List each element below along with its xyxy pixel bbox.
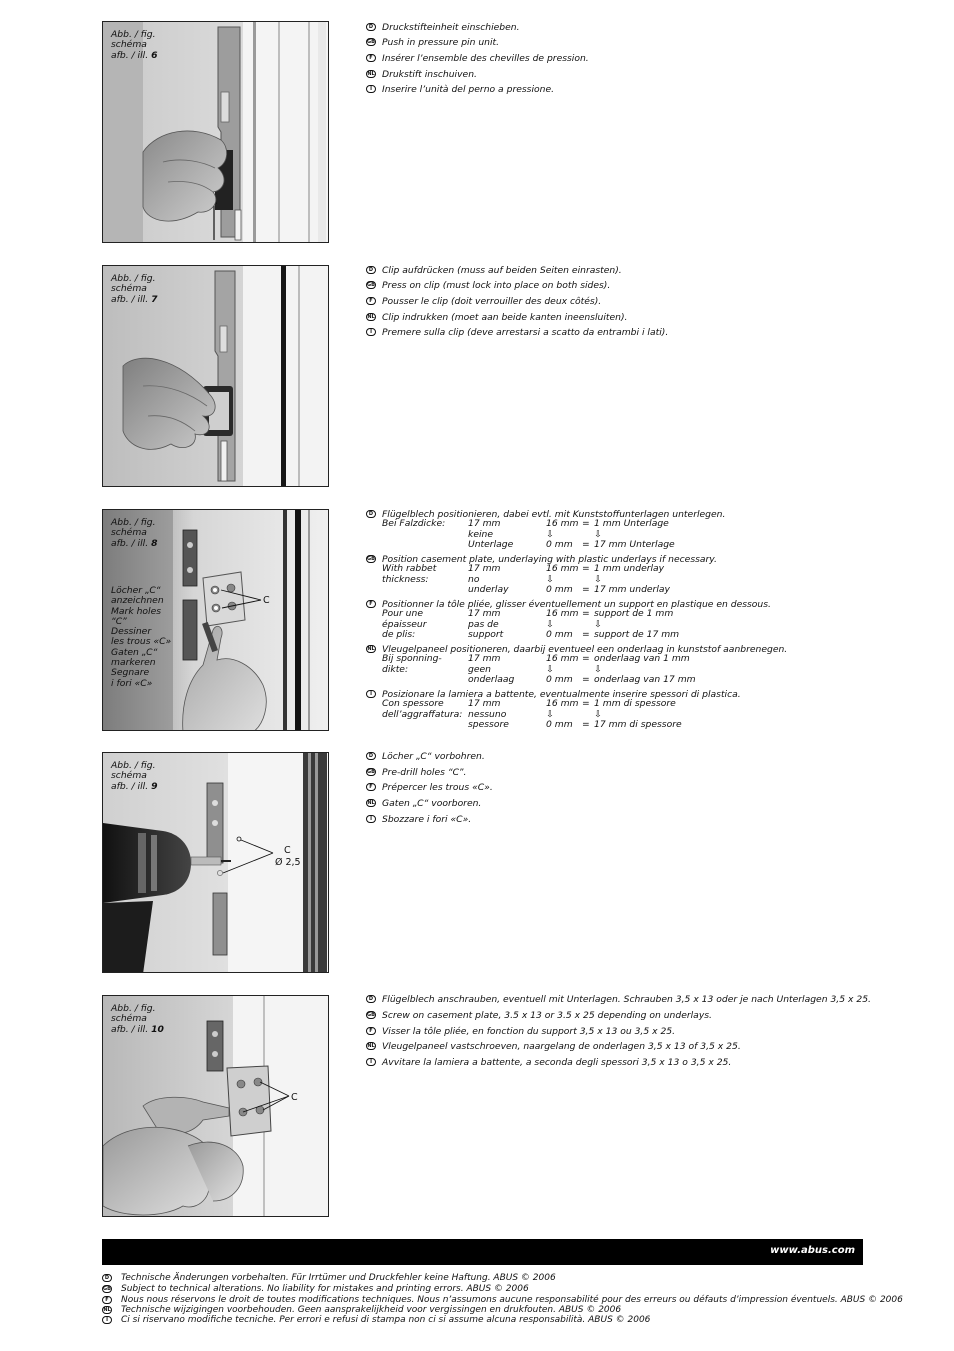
table-cell: support de 1 mm bbox=[594, 608, 674, 619]
instruction-text: Positionner la tôle pliée, glisser éventuellement un support en plastique en dessous. bbox=[382, 599, 771, 610]
table-cell: 17 mm Unterlage bbox=[594, 539, 675, 550]
table-cell: 0 mm bbox=[546, 629, 573, 640]
lang-badge-fr: F bbox=[366, 54, 376, 62]
table-cell: 16 mm bbox=[546, 653, 579, 664]
table-cell: support de 17 mm bbox=[594, 629, 680, 640]
note-line: Gaten „C“ bbox=[111, 646, 158, 658]
figure-number: 6 bbox=[151, 49, 158, 61]
instruction-text: Löcher „C“ vorbohren. bbox=[382, 751, 485, 762]
lang-badge-it: I bbox=[366, 85, 376, 93]
instruction-text: Flügelblech positionieren, dabei evtl. mit Kunststoffunterlagen unterlegen. bbox=[382, 509, 726, 520]
lang-badge-it: I bbox=[102, 1316, 112, 1324]
table-cell: underlay bbox=[468, 584, 509, 595]
legal-text: Technische wijzigingen voorbehouden. Geen aansprakelijkheid voor vergissingen en drukfouten. ABUS © 2006 bbox=[121, 1305, 622, 1315]
table-label: Bij sponning- bbox=[382, 653, 442, 664]
instruction-text: Vleugelpaneel positioneren, daarbij eventueel een onderlaag in kunststof aanbrenegen. bbox=[382, 644, 788, 655]
table-cell: 0 mm bbox=[546, 539, 573, 550]
instruction-text: Posizionare la lamiera a battente, eventualmente inserire spessori di plastica. bbox=[382, 689, 741, 700]
instruction-text: Druckstifteinheit einschieben. bbox=[382, 22, 520, 33]
instruction-text: Position casement plate, underlaying with plastic underlays if necessary. bbox=[382, 554, 717, 565]
table-label: thickness: bbox=[382, 573, 429, 585]
table-label: dell’aggraffatura: bbox=[382, 708, 463, 720]
figure-label-line1: Abb. / fig. bbox=[111, 1003, 156, 1014]
figure-10-caption bbox=[111, 1004, 164, 1035]
figure-label-line2: schéma bbox=[111, 39, 147, 51]
figure-8-caption bbox=[111, 518, 157, 549]
table-cell: ⇩ bbox=[594, 663, 602, 675]
table-cell: 0 mm bbox=[546, 719, 573, 730]
table-cell: = bbox=[582, 629, 590, 640]
table-cell: = bbox=[582, 608, 590, 619]
table-cell: onderlaag bbox=[468, 674, 515, 685]
instruction-text: Clip indrukken (moet aan beide kanten ineensluiten). bbox=[382, 312, 628, 323]
table-cell: 0 mm bbox=[546, 674, 573, 685]
lang-badge-de: D bbox=[366, 752, 376, 760]
note-line: “C” bbox=[111, 615, 127, 627]
table-cell: nessuno bbox=[468, 708, 507, 720]
table-cell: Unterlage bbox=[468, 539, 514, 550]
table-cell: ⇩ bbox=[546, 573, 554, 585]
lang-badge-it: I bbox=[366, 815, 376, 823]
note-line: Löcher „C“ bbox=[111, 585, 161, 596]
figure-label-line2: schéma bbox=[111, 770, 147, 782]
instruction-text: Gaten „C“ voorboren. bbox=[382, 798, 482, 809]
lang-badge-nl: NL bbox=[367, 71, 375, 77]
callout-c: C bbox=[284, 845, 291, 856]
table-cell: 16 mm bbox=[546, 563, 579, 574]
lang-badge-fr: F bbox=[366, 783, 376, 791]
figure-9-caption bbox=[111, 761, 157, 792]
lang-badge-nl: NL bbox=[367, 646, 375, 652]
footer-bar bbox=[102, 1239, 863, 1265]
figure-label-line3: afb. / ill. bbox=[111, 780, 149, 792]
figure-label-line2: schéma bbox=[111, 1013, 147, 1025]
table-cell: 16 mm bbox=[546, 518, 579, 529]
table-label: dikte: bbox=[382, 663, 409, 675]
lang-badge-de: D bbox=[366, 995, 376, 1003]
table-cell: ⇩ bbox=[594, 573, 602, 585]
instruction-text: Drukstift inschuiven. bbox=[382, 69, 477, 80]
table-cell: ⇩ bbox=[546, 618, 554, 630]
instruction-text: Clip aufdrücken (muss auf beiden Seiten einrasten). bbox=[382, 265, 622, 276]
lang-badge-nl: NL bbox=[367, 800, 375, 806]
table-cell: = bbox=[582, 539, 590, 550]
table-cell: ⇩ bbox=[546, 528, 554, 540]
lang-badge-it: I bbox=[366, 328, 376, 336]
note-line: markeren bbox=[111, 657, 156, 669]
lang-badge-nl: NL bbox=[367, 314, 375, 320]
figure-label-line3: afb. / ill. bbox=[111, 537, 149, 549]
lang-badge-nl: NL bbox=[367, 1043, 375, 1049]
table-cell: 16 mm bbox=[546, 698, 579, 709]
figure-6 bbox=[102, 21, 329, 243]
lang-badge-gb: GB bbox=[103, 1286, 111, 1292]
figure-8 bbox=[102, 509, 329, 731]
table-cell: 17 mm di spessore bbox=[594, 719, 682, 730]
instruction-text: Press on clip (must lock into place on both sides). bbox=[382, 280, 611, 291]
table-cell: onderlaag van 17 mm bbox=[594, 674, 696, 685]
lang-badge-de: D bbox=[366, 510, 376, 518]
website-link[interactable]: www.abus.com bbox=[770, 1245, 855, 1256]
table-cell: 17 mm underlay bbox=[594, 584, 670, 595]
figure-8-hole-note bbox=[111, 586, 177, 689]
table-cell: 0 mm bbox=[546, 584, 573, 595]
table-cell: = bbox=[582, 563, 590, 574]
figure-10 bbox=[102, 995, 329, 1217]
table-cell: ⇩ bbox=[594, 708, 602, 720]
note-line: Segnare bbox=[111, 667, 150, 679]
instruction-text: Visser la tôle pliée, en fonction du support 3,5 x 13 ou 3,5 x 25. bbox=[382, 1026, 676, 1037]
lang-badge-fr: F bbox=[366, 297, 376, 305]
table-label: Pour une bbox=[382, 608, 423, 619]
lang-badge-it: I bbox=[366, 1058, 376, 1066]
figure-label-line1: Abb. / fig. bbox=[111, 29, 156, 40]
instruction-text: Screw on casement plate, 3.5 x 13 or 3.5 x 25 depending on underlays. bbox=[382, 1010, 712, 1021]
table-cell: ⇩ bbox=[594, 528, 602, 540]
lang-badge-it: I bbox=[366, 690, 376, 698]
note-line: Mark holes bbox=[111, 605, 162, 617]
table-cell: 17 mm bbox=[468, 653, 501, 664]
lang-badge-gb: GB bbox=[367, 769, 375, 775]
figure-number: 9 bbox=[151, 780, 158, 792]
note-line: les trous «C» bbox=[111, 636, 172, 648]
legal-text: Ci si riservano modifiche tecniche. Per errori e refusi di stampa non ci si assume alcuna responsabilità. ABUS © 2006 bbox=[121, 1315, 651, 1325]
callout-c: C bbox=[263, 595, 270, 606]
table-label: With rabbet bbox=[382, 563, 437, 574]
table-cell: = bbox=[582, 584, 590, 595]
table-cell: 1 mm underlay bbox=[594, 563, 665, 574]
table-cell: ⇩ bbox=[594, 618, 602, 630]
figure-7 bbox=[102, 265, 329, 487]
instruction-text: Avvitare la lamiera a battente, a seconda degli spessori 3,5 x 13 o 3,5 x 25. bbox=[382, 1057, 732, 1068]
figure-9 bbox=[102, 752, 329, 973]
lang-badge-fr: F bbox=[366, 600, 376, 608]
figure-label-line3: afb. / ill. bbox=[111, 49, 149, 61]
figure-7-caption bbox=[111, 274, 157, 305]
lang-badge-gb: GB bbox=[367, 282, 375, 288]
instruction-text: Push in pressure pin unit. bbox=[382, 37, 500, 48]
figure-number: 7 bbox=[151, 293, 158, 305]
figure-number: 8 bbox=[151, 537, 158, 549]
figure-label-line2: schéma bbox=[111, 283, 147, 295]
figure-label-line1: Abb. / fig. bbox=[111, 273, 156, 284]
table-cell: pas de bbox=[468, 618, 499, 630]
figure-number: 10 bbox=[151, 1023, 164, 1035]
note-line: Dessiner bbox=[111, 626, 152, 638]
lang-badge-de: D bbox=[366, 23, 376, 31]
figure-label-line3: afb. / ill. bbox=[111, 1023, 149, 1035]
instruction-text: Premere sulla clip (deve arrestarsi a scatto da entrambi i lati). bbox=[382, 327, 669, 338]
table-label: Bei Falzdicke: bbox=[382, 518, 446, 529]
instruction-text: Flügelblech anschrauben, eventuell mit Unterlagen. Schrauben 3,5 x 13 oder je nach Unterlagen 3,5 x 25. bbox=[382, 994, 871, 1005]
lang-badge-fr: F bbox=[102, 1296, 112, 1304]
table-cell: 17 mm bbox=[468, 608, 501, 619]
figure-label-line1: Abb. / fig. bbox=[111, 517, 156, 528]
instruction-text: Sbozzare i fori «C». bbox=[382, 814, 472, 825]
table-cell: = bbox=[582, 674, 590, 685]
table-cell: 17 mm bbox=[468, 518, 501, 529]
table-cell: = bbox=[582, 653, 590, 664]
callout-c: C bbox=[291, 1092, 298, 1103]
table-cell: ⇩ bbox=[546, 663, 554, 675]
lang-badge-de: D bbox=[366, 266, 376, 274]
instruction-text: Vleugelpaneel vastschroeven, naargelang de onderlagen 3,5 x 13 of 3,5 x 25. bbox=[382, 1041, 741, 1052]
figure-label-line3: afb. / ill. bbox=[111, 293, 149, 305]
table-cell: spessore bbox=[468, 719, 509, 730]
lang-badge-gb: GB bbox=[367, 39, 375, 45]
legal-text: Subject to technical alterations. No liability for mistakes and printing errors. ABUS © 2006 bbox=[121, 1284, 529, 1294]
instruction-text: Pre-drill holes “C”. bbox=[382, 767, 467, 778]
lang-badge-fr: F bbox=[366, 1027, 376, 1035]
table-cell: ⇩ bbox=[546, 708, 554, 720]
figure-label-line1: Abb. / fig. bbox=[111, 760, 156, 771]
note-line: anzeichnen bbox=[111, 595, 164, 607]
table-cell: geen bbox=[468, 663, 491, 675]
table-cell: keine bbox=[468, 528, 494, 540]
table-label: épaisseur bbox=[382, 618, 427, 630]
figure-6-caption bbox=[111, 30, 157, 61]
table-cell: 16 mm bbox=[546, 608, 579, 619]
table-cell: = bbox=[582, 518, 590, 529]
instruction-text: Inserire l’unità del perno a pressione. bbox=[382, 84, 555, 95]
table-cell: = bbox=[582, 719, 590, 730]
instruction-text: Pousser le clip (doit verrouiller des deux côtés). bbox=[382, 296, 602, 307]
figure-label-line2: schéma bbox=[111, 527, 147, 539]
table-cell: onderlaag van 1 mm bbox=[594, 653, 690, 664]
table-cell: 1 mm di spessore bbox=[594, 698, 676, 709]
legal-text: Nous nous réservons le droit de toutes modifications techniques. Nous n’assumons aucune responsabilité pour des erreurs ou défauts d’impression éventuels. ABUS © 2006 bbox=[121, 1295, 903, 1305]
note-line: i fori «C» bbox=[111, 677, 153, 689]
table-cell: no bbox=[468, 573, 480, 585]
table-cell: support bbox=[468, 629, 504, 640]
lang-badge-gb: GB bbox=[367, 1012, 375, 1018]
instruction-text: Prépercer les trous «C». bbox=[382, 782, 493, 793]
legal-text: Technische Änderungen vorbehalten. Für Irrtümer und Druckfehler keine Haftung. ABUS © 2006 bbox=[121, 1273, 556, 1283]
lang-badge-gb: GB bbox=[367, 556, 375, 562]
table-cell: 17 mm bbox=[468, 698, 501, 709]
table-cell: 1 mm Unterlage bbox=[594, 518, 669, 529]
table-label: de plis: bbox=[382, 629, 416, 640]
instruction-text: Insérer l’ensemble des chevilles de pression. bbox=[382, 53, 589, 64]
lang-badge-de: D bbox=[102, 1274, 112, 1282]
table-label: Con spessore bbox=[382, 698, 444, 709]
table-cell: = bbox=[582, 698, 590, 709]
table-cell: 17 mm bbox=[468, 563, 501, 574]
lang-badge-nl: NL bbox=[103, 1307, 111, 1313]
callout-diameter: Ø 2,5 bbox=[275, 857, 301, 868]
